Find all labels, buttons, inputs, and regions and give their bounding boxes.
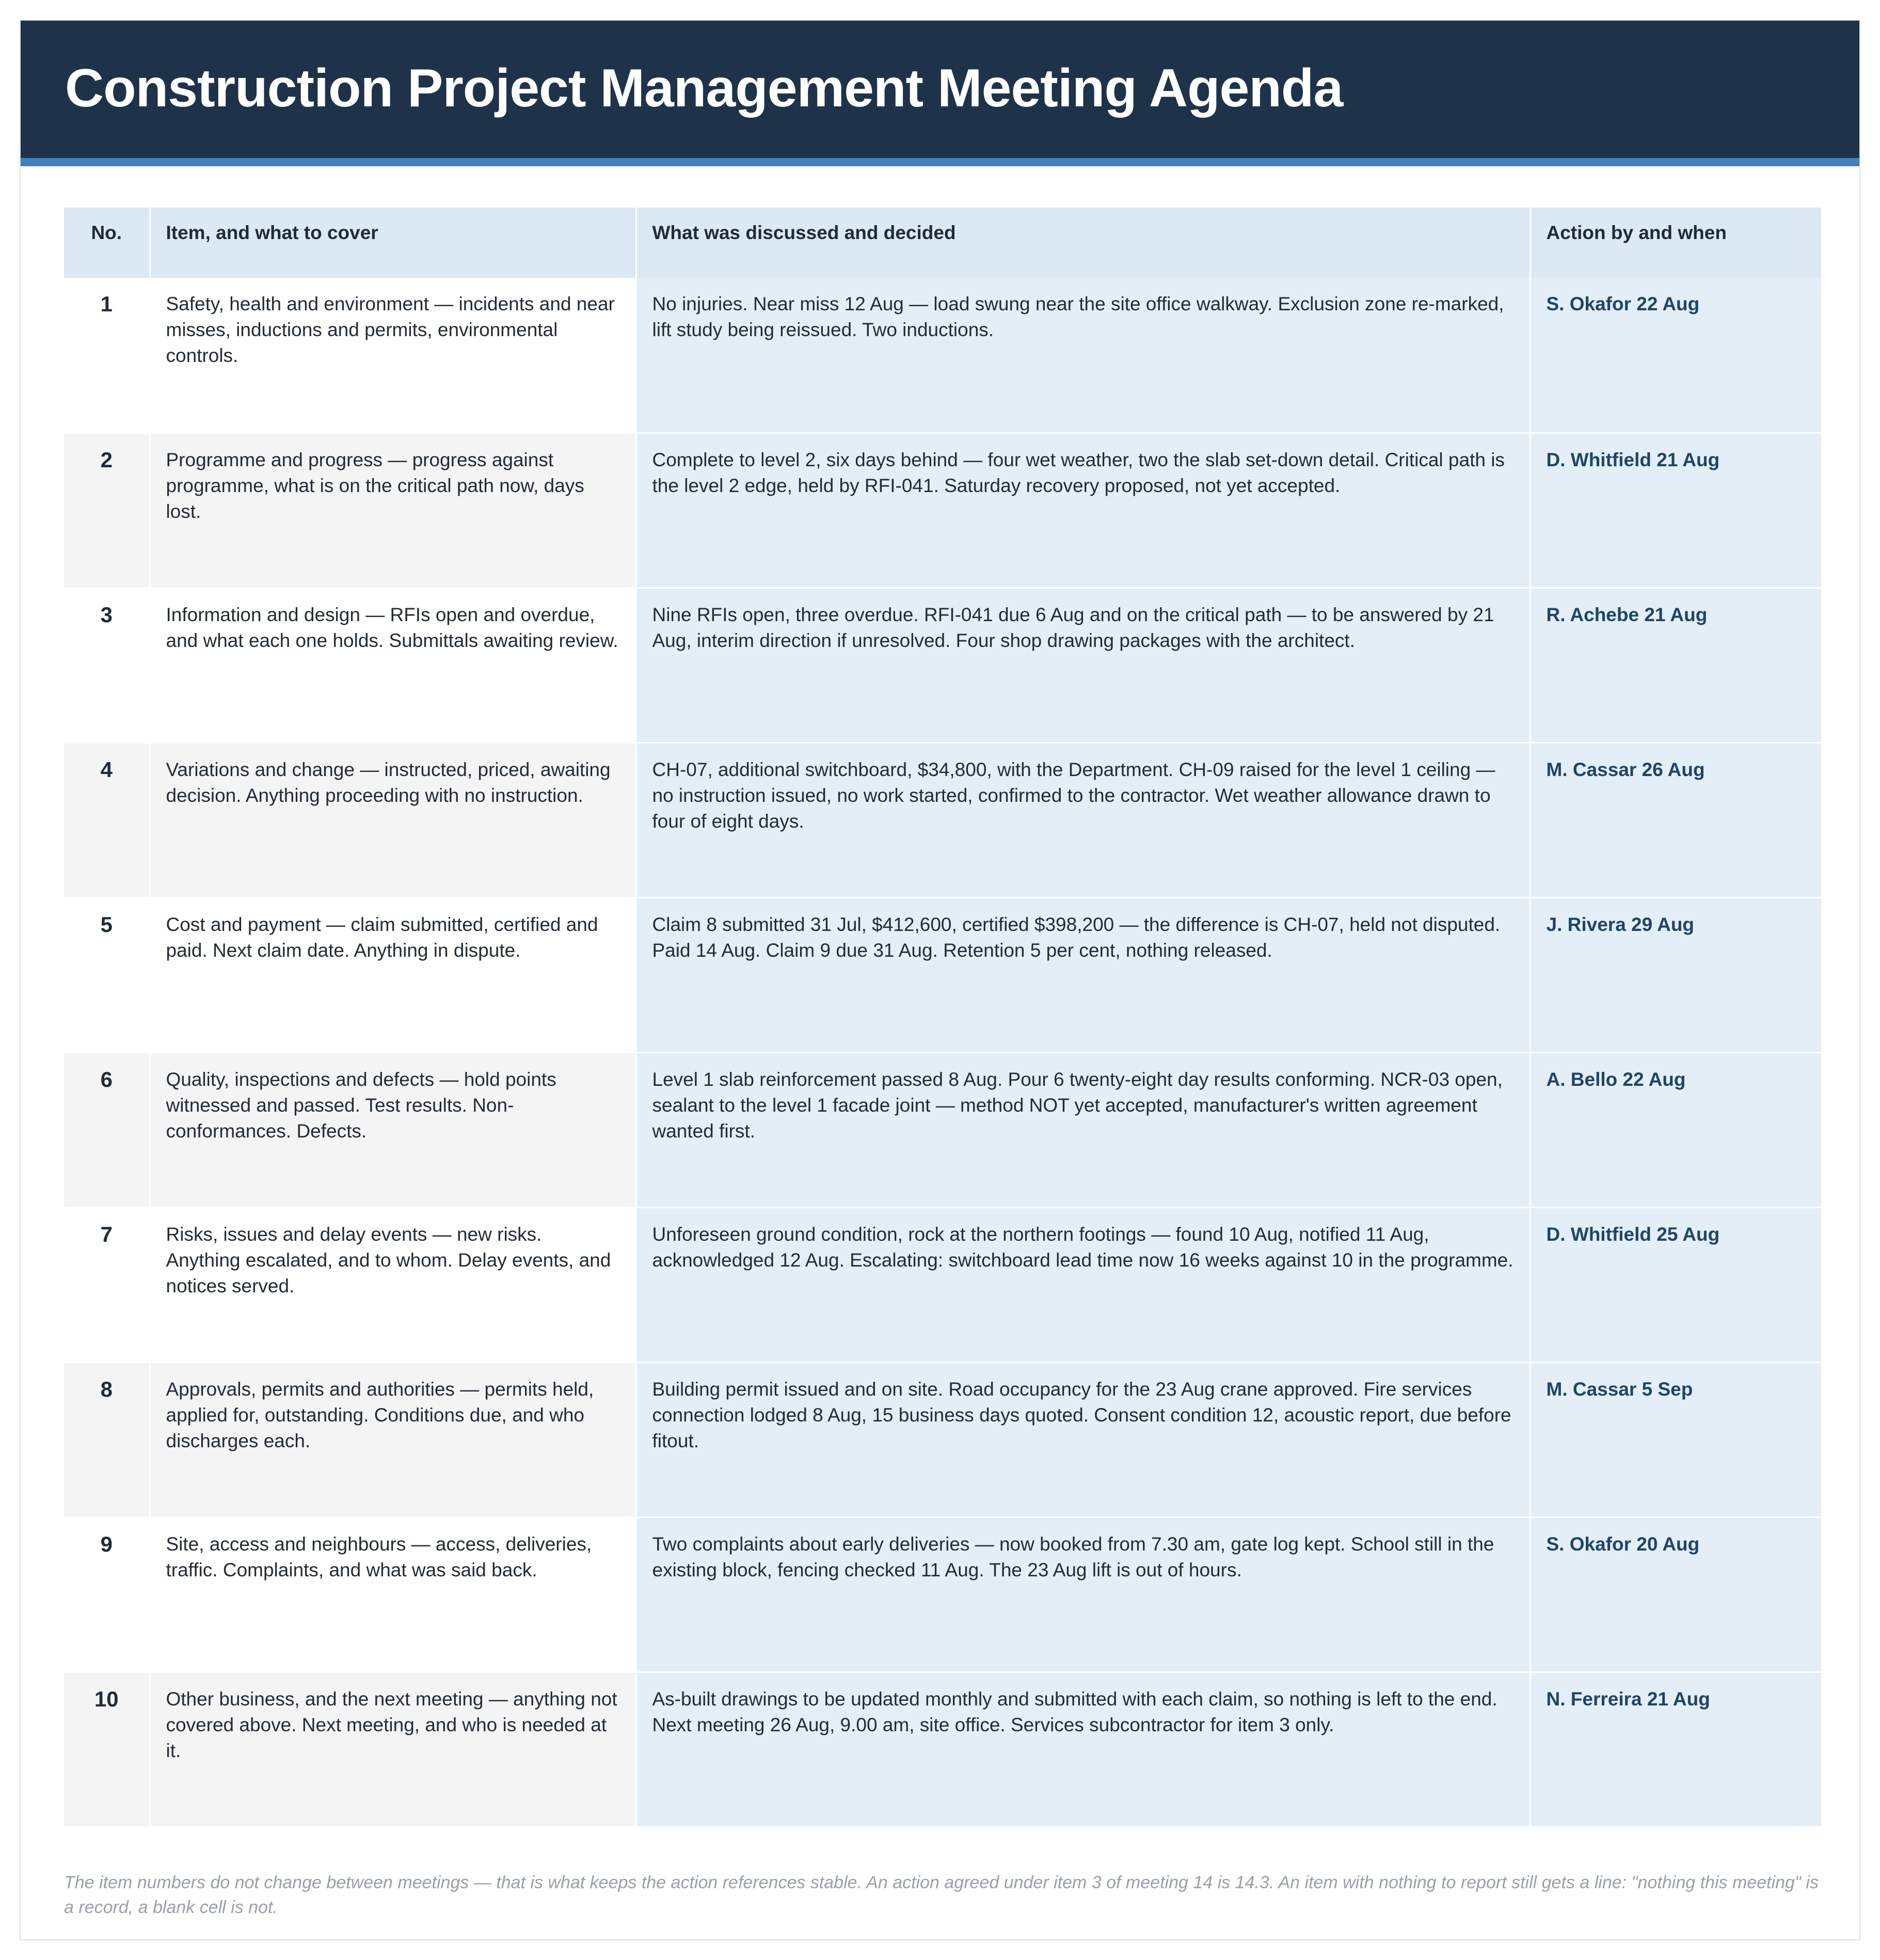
column-header-action: Action by and when (1530, 208, 1821, 278)
action-owner: J. Rivera 29 Aug (1530, 897, 1821, 1052)
discussion-notes: Unforeseen ground condition, rock at the northern footings — found 10 Aug, notified 11 Aug, acknowledged 12 Aug. Escalating: switchboard lead time now 16 weeks against 10 in the programme. (636, 1207, 1530, 1362)
discussion-notes: Two complaints about early deliveries — now booked from 7.30 am, gate log kept. School still in the existing block, fencing checked 11 Aug. The 23 Aug lift is out of hours. (636, 1517, 1530, 1672)
column-header-discussed: What was discussed and decided (636, 208, 1530, 278)
table-row (64, 278, 1821, 433)
table-row (64, 588, 1821, 742)
item-number: 4 (64, 742, 150, 897)
item-number: 6 (64, 1052, 150, 1207)
action-owner: D. Whitfield 25 Aug (1530, 1207, 1821, 1362)
table-row (64, 897, 1821, 1052)
column-header-item: Item, and what to cover (150, 208, 636, 278)
table-row (64, 1052, 1821, 1207)
item-number: 1 (64, 278, 150, 433)
item-number: 3 (64, 588, 150, 742)
action-owner: R. Achebe 21 Aug (1530, 588, 1821, 742)
table-row (64, 1517, 1821, 1672)
action-owner: N. Ferreira 21 Aug (1530, 1672, 1821, 1827)
item-description: Site, access and neighbours — access, deliveries, traffic. Complaints, and what was said back. (150, 1517, 636, 1672)
item-description: Quality, inspections and defects — hold points witnessed and passed. Test results. Non-conformances. Defects. (150, 1052, 636, 1207)
discussion-notes: Nine RFIs open, three overdue. RFI-041 due 6 Aug and on the critical path — to be answered by 21 Aug, interim direction if unresolved. Four shop drawing packages with the architect. (636, 588, 1530, 742)
table-row (64, 1207, 1821, 1362)
action-owner: D. Whitfield 21 Aug (1530, 433, 1821, 588)
discussion-notes: Building permit issued and on site. Road occupancy for the 23 Aug crane approved. Fire services connection lodged 8 Aug, 15 business days quoted. Consent condition 12, acoustic report, due before fitout. (636, 1362, 1530, 1517)
item-description: Programme and progress — progress against programme, what is on the critical path now, days lost. (150, 433, 636, 588)
discussion-notes: Claim 8 submitted 31 Jul, $412,600, certified $398,200 — the difference is CH-07, held not disputed. Paid 14 Aug. Claim 9 due 31 Aug. Retention 5 per cent, nothing released. (636, 897, 1530, 1052)
item-description: Information and design — RFIs open and overdue, and what each one holds. Submittals awaiting review. (150, 588, 636, 742)
table-row (64, 433, 1821, 588)
discussion-notes: No injuries. Near miss 12 Aug — load swung near the site office walkway. Exclusion zone re-marked, lift study being reissued. Two inductions. (636, 278, 1530, 433)
discussion-notes: As-built drawings to be updated monthly and submitted with each claim, so nothing is left to the end. Next meeting 26 Aug, 9.00 am, site office. Services subcontractor for item 3 only. (636, 1672, 1530, 1827)
footnote: The item numbers do not change between meetings — that is what keeps the action references stable. An action agreed under item 3 of meeting 14 is 14.3. An item with nothing to report still gets a line: "nothing this meeting" is a record, a blank cell is not. (64, 1873, 1819, 1917)
table-row (64, 1362, 1821, 1517)
header-banner (21, 21, 1859, 158)
action-owner: S. Okafor 22 Aug (1530, 278, 1821, 433)
agenda-table (64, 208, 1821, 1828)
item-description: Approvals, permits and authorities — permits held, applied for, outstanding. Conditions due, and who discharges each. (150, 1362, 636, 1517)
table-header-row (64, 208, 1821, 278)
agenda-document (20, 20, 1860, 1940)
discussion-notes: Complete to level 2, six days behind — four wet weather, two the slab set-down detail. Critical path is the level 2 edge, held by RFI-041. Saturday recovery proposed, not yet accepted. (636, 433, 1530, 588)
action-owner: M. Cassar 5 Sep (1530, 1362, 1821, 1517)
discussion-notes: CH-07, additional switchboard, $34,800, with the Department. CH-09 raised for the level 1 ceiling — no instruction issued, no work started, confirmed to the contractor. Wet weather allowance drawn to four of eight days. (636, 742, 1530, 897)
table-row (64, 1672, 1821, 1827)
item-description: Cost and payment — claim submitted, certified and paid. Next claim date. Anything in dispute. (150, 897, 636, 1052)
page-title: Construction Project Management Meeting Agenda (65, 58, 1343, 118)
action-owner: A. Bello 22 Aug (1530, 1052, 1821, 1207)
item-description: Risks, issues and delay events — new risks. Anything escalated, and to whom. Delay events, and notices served. (150, 1207, 636, 1362)
item-description: Safety, health and environment — incidents and near misses, inductions and permits, environmental controls. (150, 278, 636, 433)
action-owner: M. Cassar 26 Aug (1530, 742, 1821, 897)
item-number: 2 (64, 433, 150, 588)
item-number: 10 (64, 1672, 150, 1827)
discussion-notes: Level 1 slab reinforcement passed 8 Aug. Pour 6 twenty-eight day results conforming. NCR-03 open, sealant to the level 1 facade joint — method NOT yet accepted, manufacturer's written agreement wanted first. (636, 1052, 1530, 1207)
item-description: Variations and change — instructed, priced, awaiting decision. Anything proceeding with no instruction. (150, 742, 636, 897)
item-number: 5 (64, 897, 150, 1052)
item-number: 7 (64, 1207, 150, 1362)
table-row (64, 742, 1821, 897)
item-number: 9 (64, 1517, 150, 1672)
item-description: Other business, and the next meeting — anything not covered above. Next meeting, and who is needed at it. (150, 1672, 636, 1827)
item-number: 8 (64, 1362, 150, 1517)
action-owner: S. Okafor 20 Aug (1530, 1517, 1821, 1672)
column-header-no: No. (64, 208, 150, 278)
header-accent-rule (21, 158, 1859, 166)
